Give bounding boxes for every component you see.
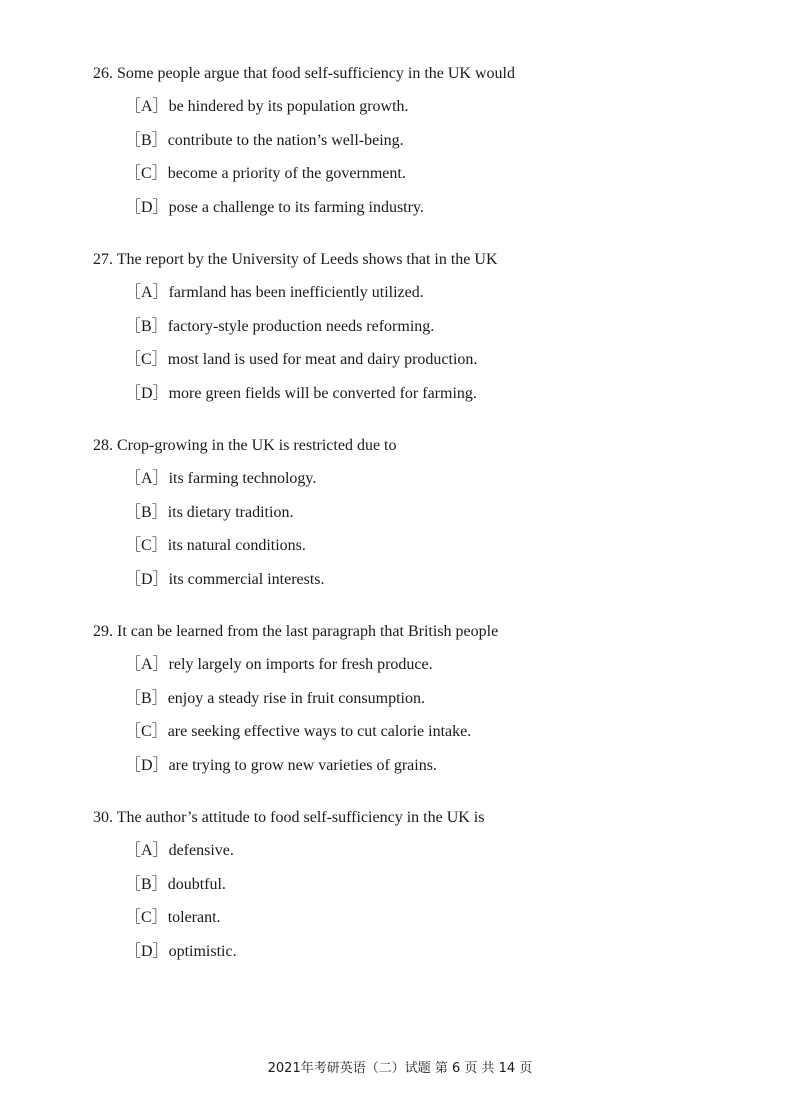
option-text: factory-style production needs reforming. (167, 318, 435, 335)
option-c (125, 908, 221, 928)
option-label: ［B］ (125, 690, 168, 707)
option-text: enjoy a steady rise in fruit consumption. (167, 690, 425, 707)
option-text: its commercial interests. (168, 571, 325, 588)
option-c (125, 350, 477, 370)
option-label: ［A］ (125, 842, 169, 859)
option-label: ［C］ (125, 165, 168, 182)
option-text: its dietary tradition. (167, 504, 294, 521)
option-label: ［D］ (125, 199, 169, 216)
option-label: ［B］ (125, 504, 168, 521)
option-label: ［D］ (125, 757, 169, 774)
option-label: ［B］ (125, 318, 168, 335)
option-text: tolerant. (167, 909, 221, 926)
option-text: become a priority of the government. (167, 165, 406, 182)
option-label: ［A］ (125, 656, 169, 673)
option-d (125, 384, 477, 404)
question-stem: 26. Some people argue that food self-sufficiency in the UK would (93, 65, 515, 82)
option-label: ［C］ (125, 723, 168, 740)
option-text: its farming technology. (168, 470, 317, 487)
page-footer: 2021年考研英语（二）试题 第 6 页 共 14 页 (267, 1061, 533, 1076)
option-c (125, 536, 306, 556)
option-text: rely largely on imports for fresh produce. (168, 656, 433, 673)
option-text: doubtful. (167, 876, 226, 893)
option-label: ［A］ (125, 470, 169, 487)
option-label: ［D］ (125, 943, 169, 960)
option-label: ［D］ (125, 385, 169, 402)
question-stem: 28. Crop-growing in the UK is restricted due to (93, 437, 397, 454)
option-b (125, 131, 404, 151)
option-d (125, 942, 237, 962)
option-label: ［C］ (125, 351, 168, 368)
option-b (125, 317, 434, 337)
option-d (125, 198, 424, 218)
option-text: are seeking effective ways to cut calorie intake. (167, 723, 472, 740)
option-text: pose a challenge to its farming industry. (168, 199, 424, 216)
question-stem: 29. It can be learned from the last paragraph that British people (93, 623, 499, 640)
option-c (125, 722, 471, 742)
option-a (125, 97, 409, 117)
option-text: its natural conditions. (167, 537, 306, 554)
option-c (125, 164, 406, 184)
option-b (125, 875, 226, 895)
option-d (125, 756, 437, 776)
option-text: optimistic. (168, 943, 237, 960)
option-b (125, 503, 293, 523)
option-label: ［A］ (125, 284, 169, 301)
option-text: contribute to the nation’s well-being. (167, 132, 404, 149)
option-label: ［A］ (125, 98, 169, 115)
question-stem: 27. The report by the University of Leeds shows that in the UK (93, 251, 498, 268)
option-label: ［D］ (125, 571, 169, 588)
option-label: ［B］ (125, 132, 168, 149)
option-b (125, 689, 425, 709)
option-d (125, 570, 325, 590)
option-text: be hindered by its population growth. (168, 98, 409, 115)
option-a (125, 841, 234, 861)
option-a (125, 469, 316, 489)
option-text: are trying to grow new varieties of grains. (168, 757, 437, 774)
option-text: most land is used for meat and dairy production. (167, 351, 478, 368)
option-label: ［B］ (125, 876, 168, 893)
option-text: defensive. (168, 842, 234, 859)
option-label: ［C］ (125, 909, 168, 926)
option-text: farmland has been inefficiently utilized. (168, 284, 424, 301)
option-label: ［C］ (125, 537, 168, 554)
question-stem: 30. The author’s attitude to food self-sufficiency in the UK is (93, 809, 485, 826)
option-a (125, 655, 433, 675)
option-a (125, 283, 424, 303)
option-text: more green fields will be converted for farming. (168, 385, 477, 402)
